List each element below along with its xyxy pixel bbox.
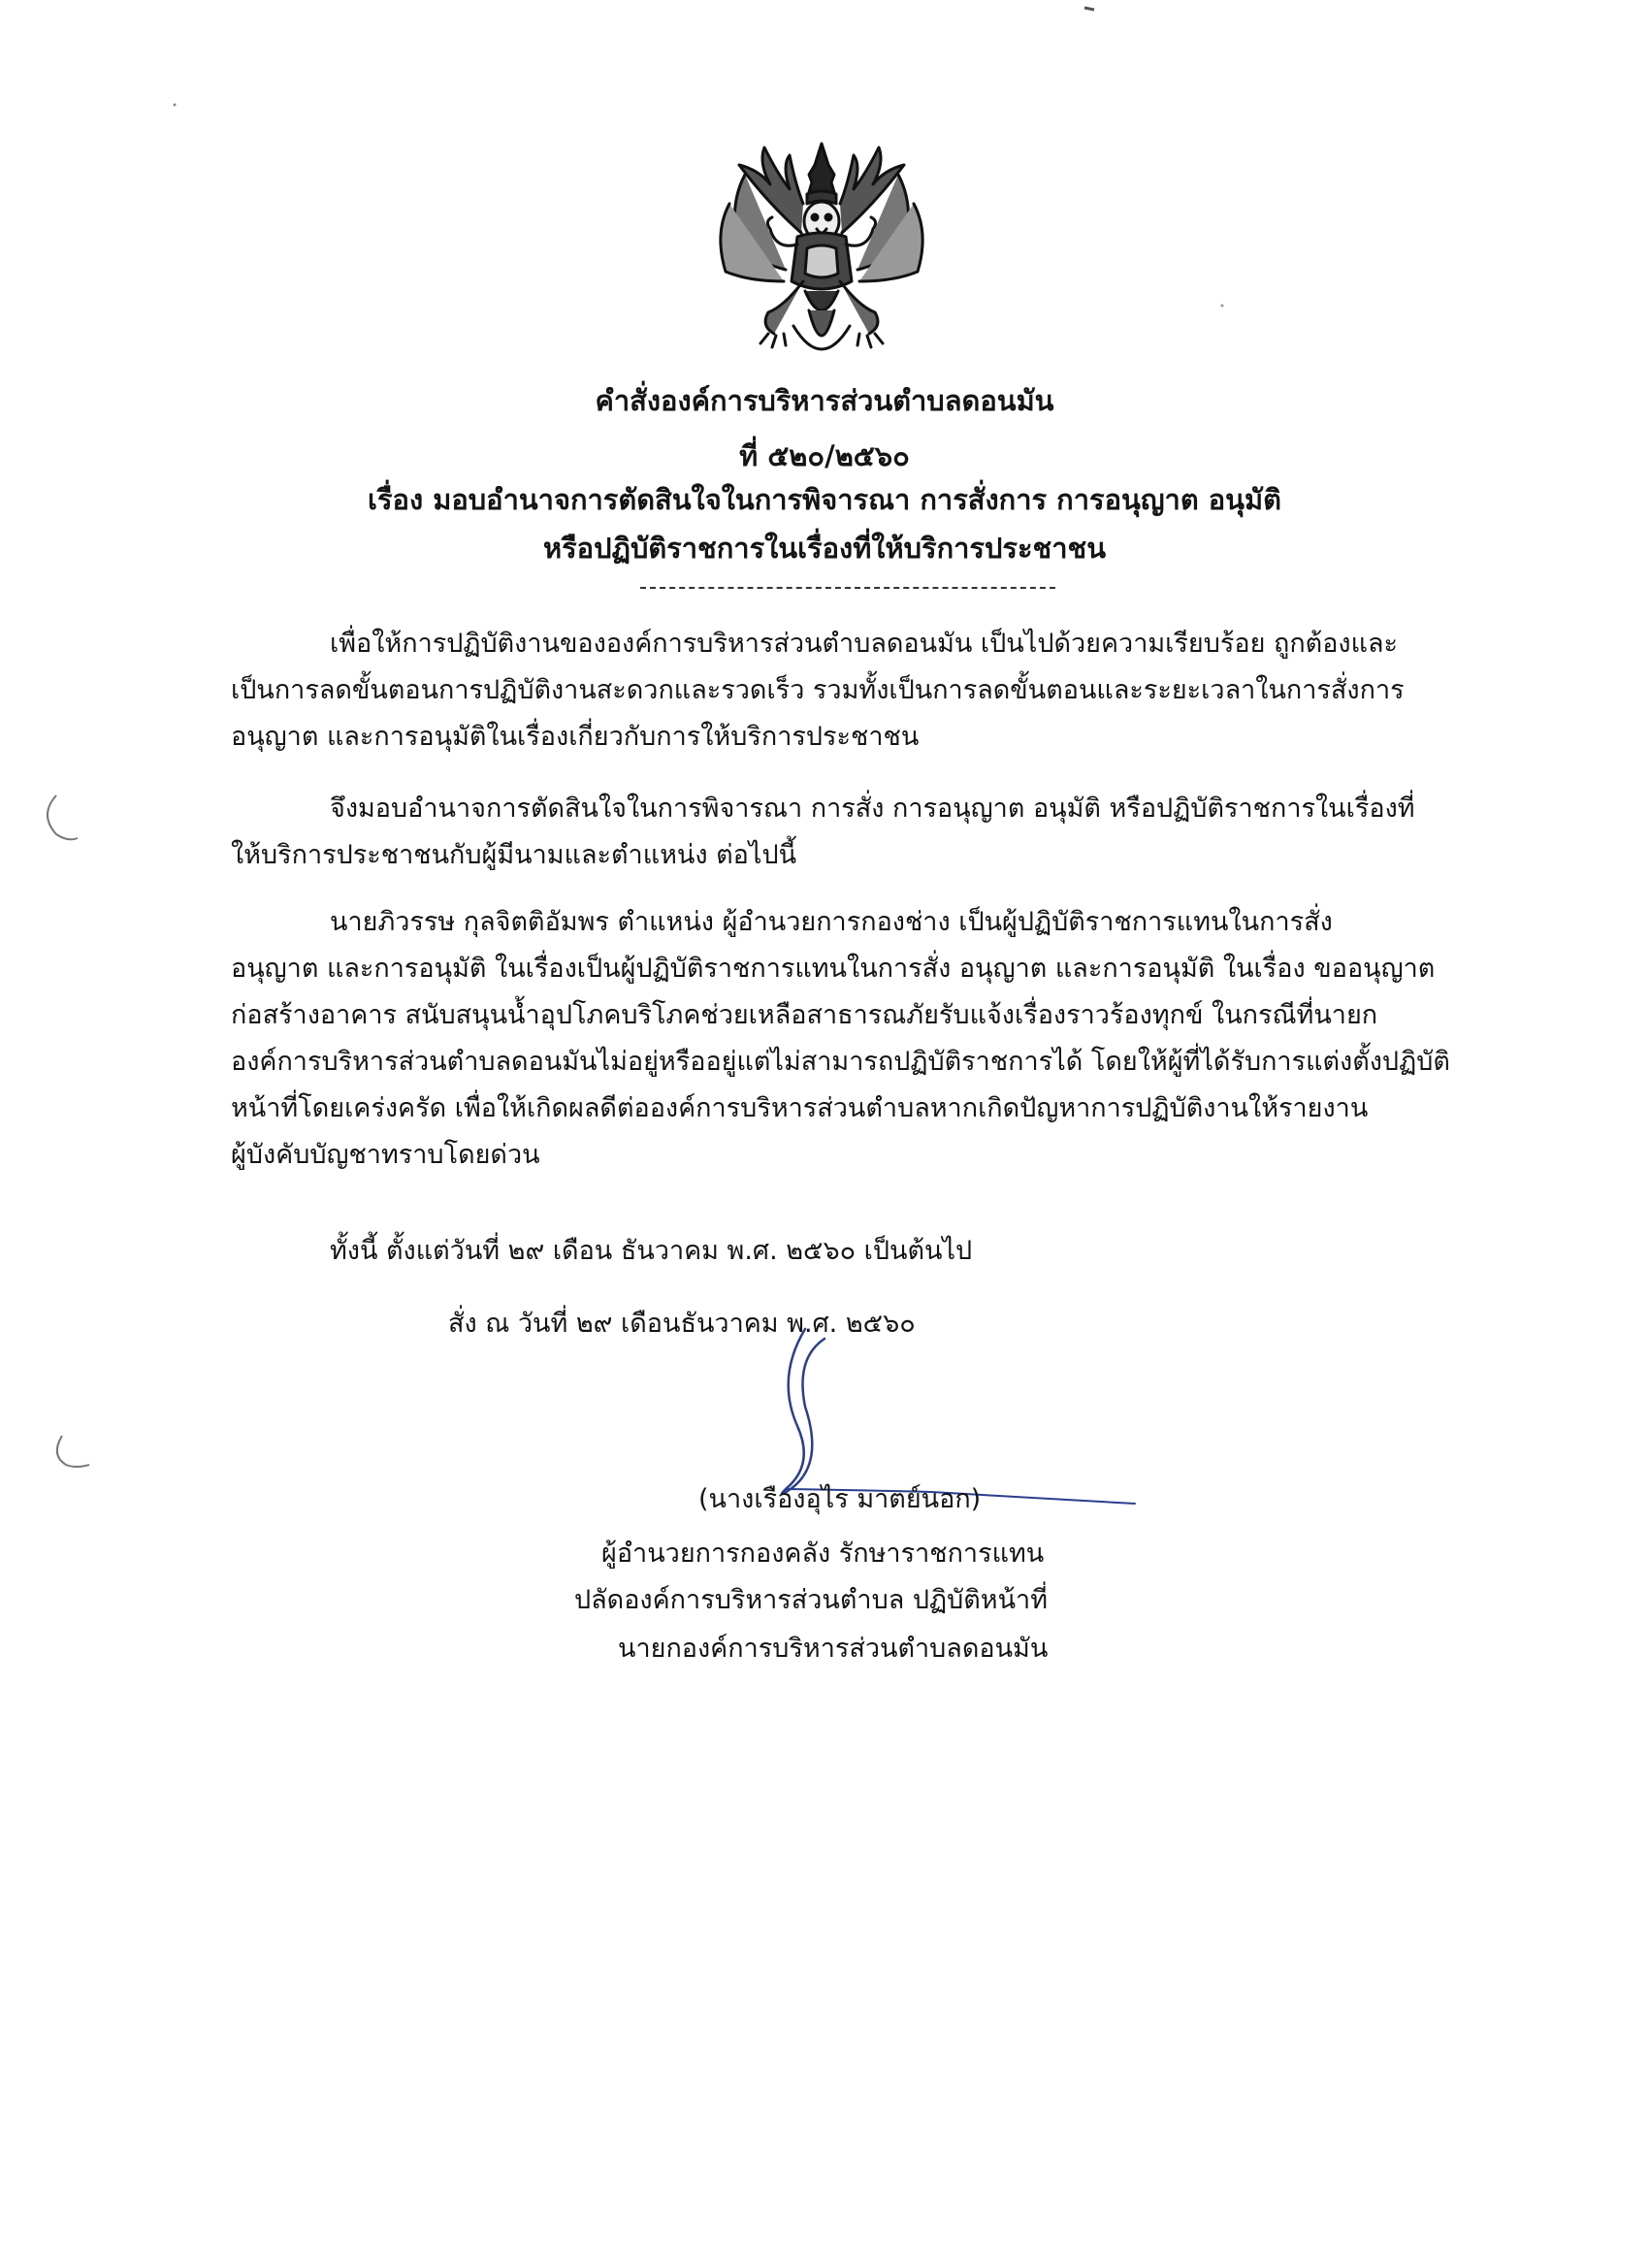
signer-name: (นางเรืองอุไร มาตย์นอก) <box>698 1484 982 1514</box>
dashed-divider <box>640 587 1055 589</box>
signer-position: ผู้อำนวยการกองคลัง รักษาราชการแทน <box>601 1539 1045 1569</box>
paragraph-line: ผู้บังคับบัญชาทราบโดยด่วน <box>231 1140 540 1170</box>
handwritten-signature <box>737 1319 1145 1562</box>
paragraph-line: จึงมอบอำนาจการตัดสินใจในการพิจารณา การสั่ง การอนุญาต อนุมัติ หรือปฏิบัติราชการในเรื่องที่ <box>330 794 1415 824</box>
garuda-emblem-icon <box>700 136 943 373</box>
paragraph-line: ก่อสร้างอาคาร สนับสนุนน้ำอุปโภคบริโภคช่วยเหลือสาธารณภัยรับแจ้งเรื่องราวร้องทุกข์ ในกรณีที่นายก <box>231 1000 1378 1030</box>
subject-line-1: เรื่อง มอบอำนาจการตัดสินใจในการพิจารณา การสั่งการ การอนุญาต อนุมัติ <box>368 483 1281 516</box>
signer-acting-role: ปลัดองค์การบริหารส่วนตำบล ปฏิบัติหน้าที่ <box>574 1585 1049 1615</box>
paragraph-line: เป็นการลดขั้นตอนการปฏิบัติงานสะดวกและรวดเร็ว รวมทั้งเป็นการลดขั้นตอนและระยะเวลาในการสั่งการ <box>231 675 1405 705</box>
paragraph-purpose <box>231 621 1459 761</box>
paragraph-line: องค์การบริหารส่วนตำบลดอนมันไม่อยู่หรืออยู่แต่ไม่สามารถปฏิบัติราชการได้ โดยให้ผู้ที่ได้รับการแต่งตั้งปฏิบัติ <box>231 1047 1450 1077</box>
paragraph-line: นายภิวรรษ กุลจิตติอัมพร ตำแหน่ง ผู้อำนวยการกองช่าง เป็นผู้ปฏิบัติราชการแทนในการสั่ง <box>330 907 1333 937</box>
paragraph-delegate-details <box>231 899 1459 1179</box>
subject-line-2: หรือปฏิบัติราชการในเรื่องที่ให้บริการประชาชน <box>542 532 1107 565</box>
paragraph-line: เพื่อให้การปฏิบัติงานขององค์การบริหารส่วนตำบลดอนมัน เป็นไปด้วยความเรียบร้อย ถูกต้องและ <box>330 629 1399 659</box>
order-number: ที่ ๕๒๐/๒๕๖๐ <box>739 439 910 472</box>
order-date: สั่ง ณ วันที่ ๒๙ เดือนธันวาคม พ.ศ. ๒๕๖๐ <box>448 1309 916 1339</box>
paragraph-delegation <box>231 786 1459 879</box>
document-title: คำสั่งองค์การบริหารส่วนตำบลดอนมัน <box>595 384 1054 417</box>
effective-date: ทั้งนี้ ตั้งแต่วันที่ ๒๙ เดือน ธันวาคม พ.ศ. ๒๕๖๐ เป็นต้นไป <box>330 1236 973 1266</box>
paragraph-line: หน้าที่โดยเคร่งครัด เพื่อให้เกิดผลดีต่อองค์การบริหารส่วนตำบลหากเกิดปัญหาการปฏิบัติงานให้รายงาน <box>231 1093 1369 1123</box>
signer-duty-role: นายกองค์การบริหารส่วนตำบลดอนมัน <box>618 1634 1049 1664</box>
paragraph-line: อนุญาต และการอนุมัติในเรื่องเกี่ยวกับการให้บริการประชาชน <box>231 722 920 752</box>
paragraph-line: อนุญาต และการอนุมัติ ในเรื่องเป็นผู้ปฏิบัติราชการแทนในการสั่ง อนุญาต และการอนุมัติ ในเรื่อง ขออนุญาต <box>231 954 1436 984</box>
paragraph-line: ให้บริการประชาชนกับผู้มีนามและตำแหน่ง ต่อไปนี้ <box>231 840 797 870</box>
